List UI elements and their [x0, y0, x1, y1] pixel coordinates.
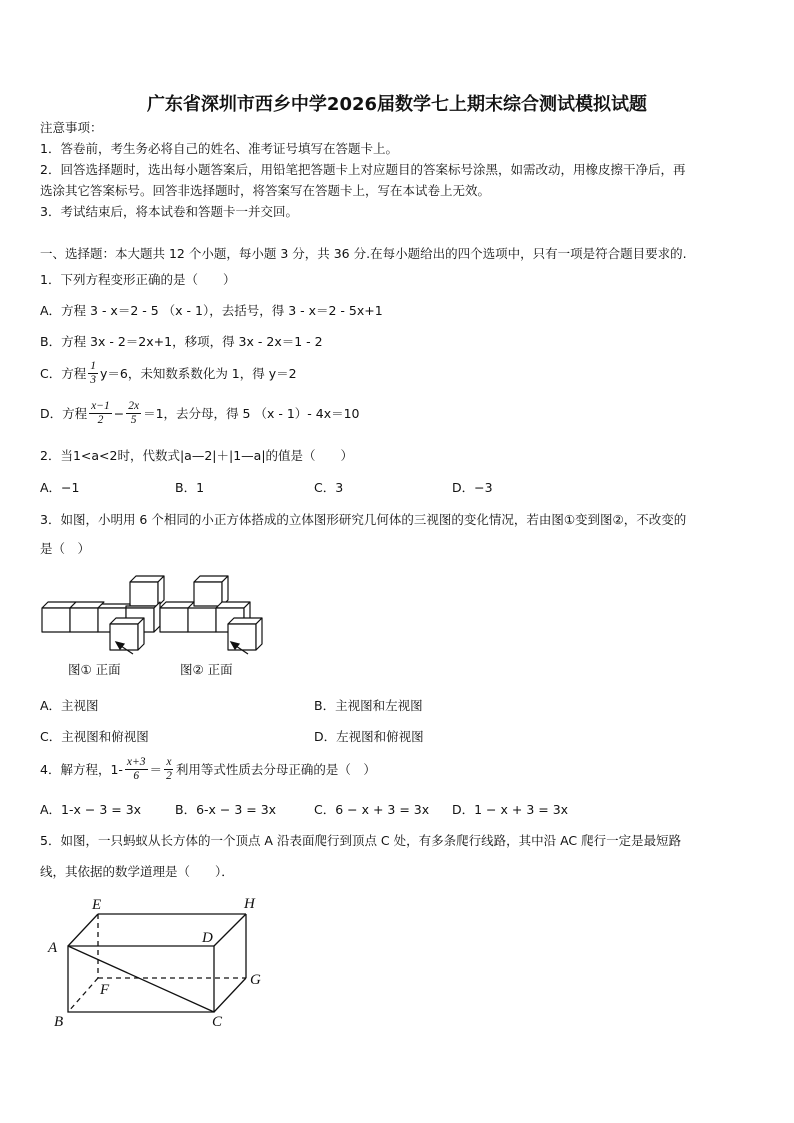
q4-option-a: A．1-x − 3 = 3x	[40, 802, 142, 817]
q4-option-d: D．1 − x + 3 = 3x	[452, 802, 569, 817]
notice-item-1: 1．答卷前，考生务必将自己的姓名、准考证号填写在答题卡上。	[40, 141, 398, 156]
q1-c-prefix: C．方程	[40, 365, 87, 381]
q2-stem: 2．当1<a<2时，代数式|a—2|＋|1—a|的值是（ ）	[40, 448, 354, 463]
q3-figure-1	[42, 576, 164, 650]
q1-option-b: B．方程 3x - 2＝2x+1，移项，得 3x - 2x＝1 - 2	[40, 334, 323, 349]
q5-stem: 5．如图，一只蚂蚁从长方体的一个顶点 A 沿表面爬行到顶点 C 处，有多条爬行线路，其中沿 AC 爬行一定是最短路	[40, 833, 682, 848]
q1-c-den: 3	[90, 374, 96, 386]
q1-c-suffix: y＝6，未知数系数化为 1，得 y＝2	[99, 365, 297, 381]
q1-d-minus: −	[113, 405, 125, 421]
q2-option-c: C．3	[314, 480, 344, 495]
q3-option-b: B．主视图和左视图	[314, 698, 423, 713]
q5-path-ac	[68, 946, 214, 1012]
q1-option-c	[40, 360, 297, 387]
q4-f1-den: 6	[133, 770, 140, 782]
q4-equals: ＝	[149, 761, 163, 777]
q4-f2-den: 2	[166, 770, 172, 782]
notice-heading: 注意事项：	[40, 120, 103, 135]
section-heading: 一、选择题：本大题共 12 个小题，每小题 3 分，共 36 分.在每小题给出的四个选项中，只有一项是符合题目要求的.	[40, 246, 687, 261]
q5-label-f: F	[100, 982, 110, 998]
q2-option-d: D．−3	[452, 480, 493, 495]
q3-fig1-label: 图① 正面	[68, 662, 121, 677]
q3-option-d: D．左视图和俯视图	[314, 729, 424, 744]
q5-stem-cont: 线，其依据的数学道理是（ ）．	[40, 864, 234, 879]
q5-label-a: A	[48, 940, 58, 956]
q1-c-fraction	[88, 360, 98, 387]
q1-d-fraction-2	[126, 400, 141, 427]
q1-d-f2-num: 2x	[128, 400, 140, 412]
q4-stem-prefix: 4．解方程，1-	[40, 761, 123, 777]
q1-d-prefix: D．方程	[40, 405, 88, 421]
page-title: 广东省深圳市西乡中学2026届数学七上期末综合测试模拟试题	[146, 94, 648, 115]
q5-label-h: H	[244, 896, 255, 912]
q3-stem: 3．如图，小明用 6 个相同的小正方体搭成的立体图形研究几何体的三视图的变化情况，若由图①变到图②，不改变的	[40, 512, 687, 527]
q4-fraction-2	[164, 756, 174, 783]
notice-item-2-cont: 选涂其它答案标号。回答非选择题时，将答案写在答题卡上，写在本试卷上无效。	[40, 183, 491, 198]
q1-option-a: A．方程 3 - x＝2 - 5 （x - 1），去括号，得 3 - x＝2 - 5x+1	[40, 303, 383, 318]
q5-label-d: D	[202, 930, 213, 946]
q3-fig2-label: 图② 正面	[180, 662, 233, 677]
q1-stem: 1．下列方程变形正确的是（ ）	[40, 272, 236, 287]
q1-d-fraction-1	[89, 400, 112, 427]
q1-d-f1-den: 2	[97, 414, 104, 426]
notice-item-2: 2．回答选择题时，选出每小题答案后，用铅笔把答题卡上对应题目的答案标号涂黑，如需改动，用橡皮擦干净后，再	[40, 162, 686, 177]
q5-label-b: B	[54, 1014, 64, 1030]
q1-d-suffix: ＝1，去分母，得 5 （x - 1）- 4x＝10	[143, 405, 360, 421]
q2-option-a: A．−1	[40, 480, 80, 495]
q4-option-b: B．6-x − 3 = 3x	[175, 802, 277, 817]
q5-label-g: G	[250, 972, 261, 988]
q4-f2-num: x	[166, 756, 172, 768]
q1-c-num: 1	[90, 360, 96, 372]
q4-stem-suffix: 利用等式性质去分母正确的是（ ）	[175, 761, 376, 777]
q5-label-e: E	[92, 897, 102, 913]
q4-f1-num: x+3	[126, 756, 146, 768]
q5-label-c: C	[212, 1014, 223, 1030]
q4-fraction-1	[125, 756, 148, 783]
notice-item-3: 3．考试结束后，将本试卷和答题卡一并交回。	[40, 204, 298, 219]
q2-option-b: B．1	[175, 480, 205, 495]
q1-d-f2-den: 5	[130, 414, 137, 426]
q3-stem-cont: 是（ ）	[40, 541, 91, 556]
q1-option-d	[40, 400, 360, 427]
q1-d-f1-num: x−1	[91, 400, 110, 412]
q4-option-c: C．6 − x + 3 = 3x	[314, 802, 430, 817]
q3-option-a: A．主视图	[40, 698, 99, 713]
q5-cuboid-figure	[40, 890, 280, 1035]
q3-figure-2	[160, 576, 262, 650]
q4-stem	[40, 756, 376, 783]
q3-option-c: C．主视图和俯视图	[40, 729, 149, 744]
